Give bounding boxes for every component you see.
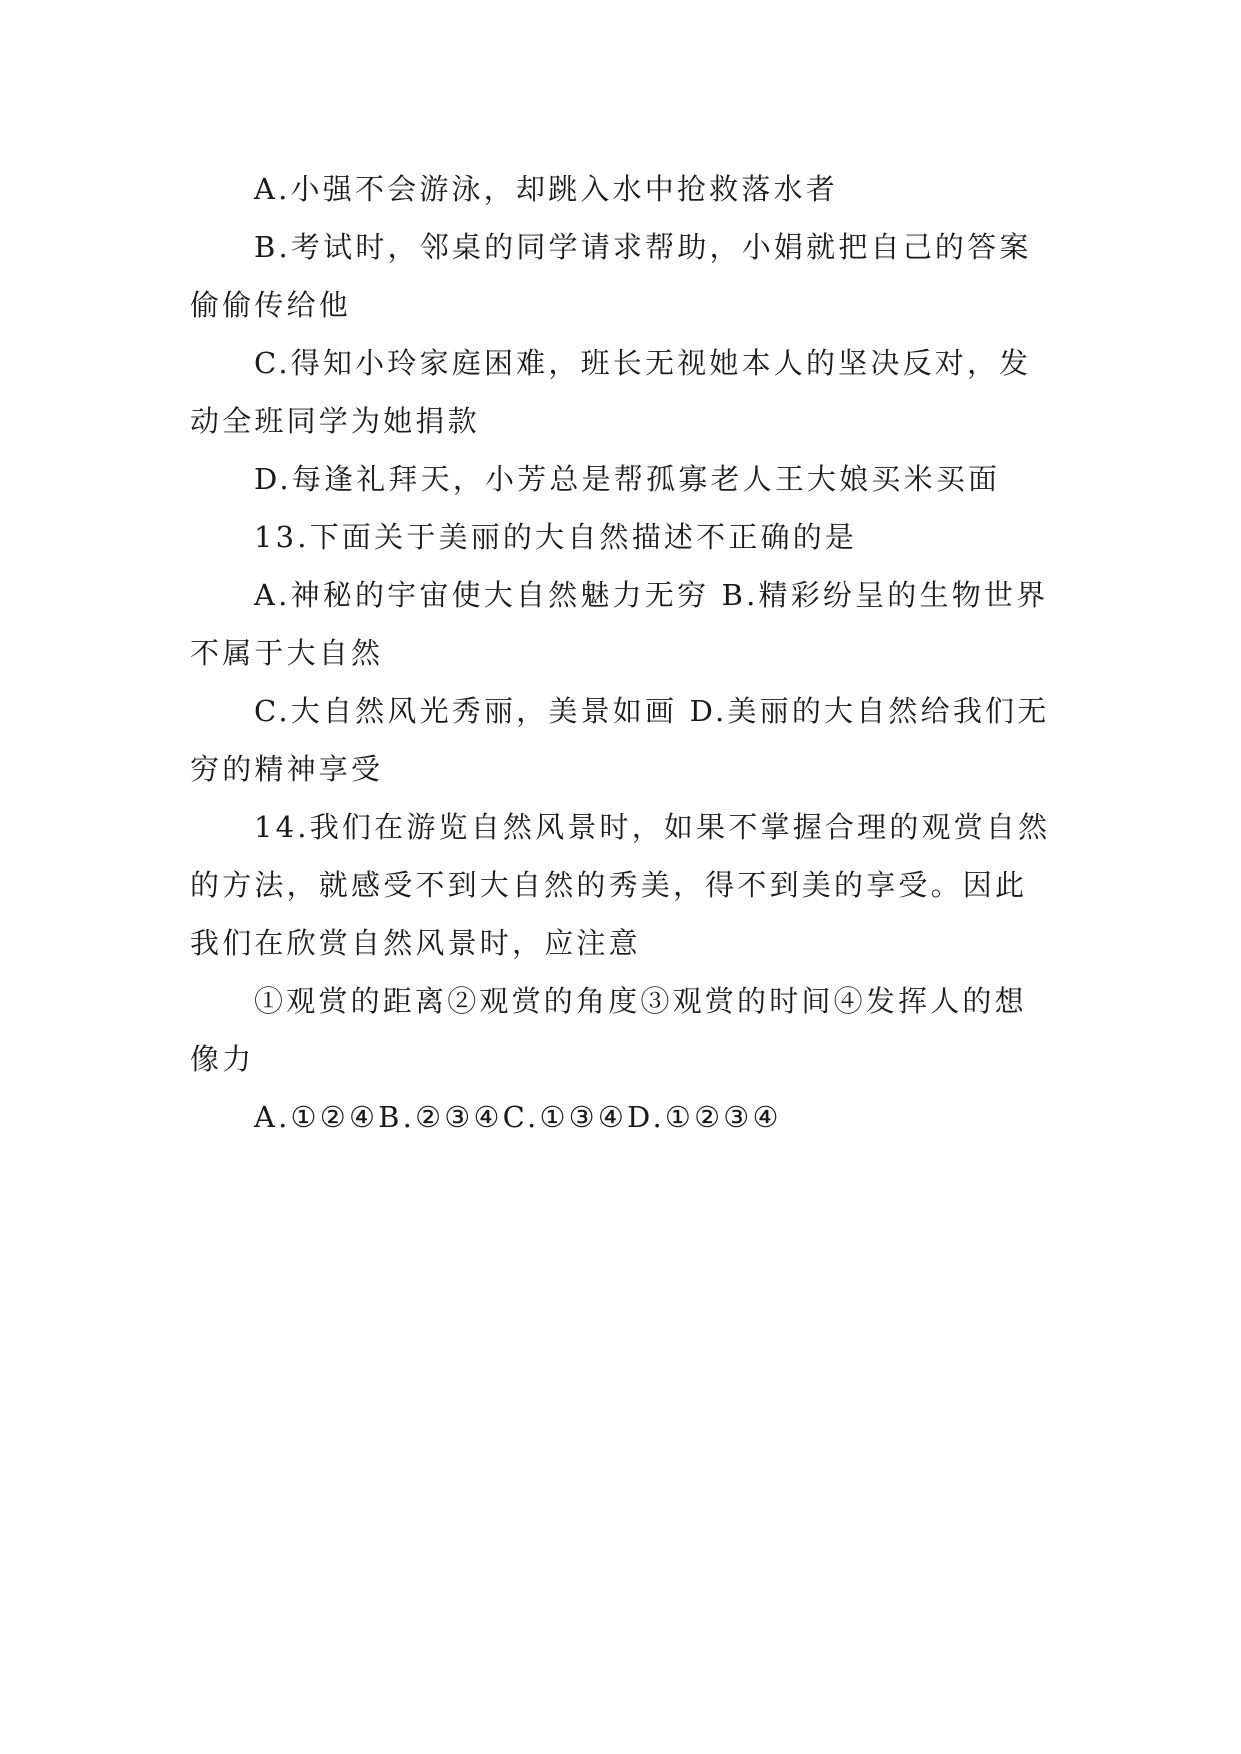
question-13-options-ab: A.神秘的宇宙使大自然魅力无穷 B.精彩纷呈的生物世界不属于大自然 xyxy=(190,578,1049,670)
option-d-line: D.每逢礼拜天，小芳总是帮孤寡老人王大娘买米买面 xyxy=(254,462,1001,496)
question-14-statements: ①观赏的距离②观赏的角度③观赏的时间④发挥人的想像力 xyxy=(190,984,1027,1076)
question-14: 14.我们在游览自然风景时，如果不掌握合理的观赏自然的方法，就感受不到大自然的秀美，得不到美的享受。因此我们在欣赏自然风景时，应注意 xyxy=(190,810,1051,960)
document-body xyxy=(190,160,1054,1146)
question-13-options-cd: C.大自然风光秀丽，美景如画 D.美丽的大自然给我们无穷的精神享受 xyxy=(190,694,1050,786)
question-13: 13.下面关于美丽的大自然描述不正确的是 xyxy=(254,520,858,554)
option-c-line: C.得知小玲家庭困难，班长无视她本人的坚决反对，发动全班同学为她捐款 xyxy=(190,346,1032,438)
option-a-line: A.小强不会游泳，却跳入水中抢救落水者 xyxy=(254,172,838,206)
option-b-line: B.考试时，邻桌的同学请求帮助，小娟就把自己的答案偷偷传给他 xyxy=(190,230,1032,322)
question-14-options: A.①②④B.②③④C.①③④D.①②③④ xyxy=(254,1100,782,1134)
